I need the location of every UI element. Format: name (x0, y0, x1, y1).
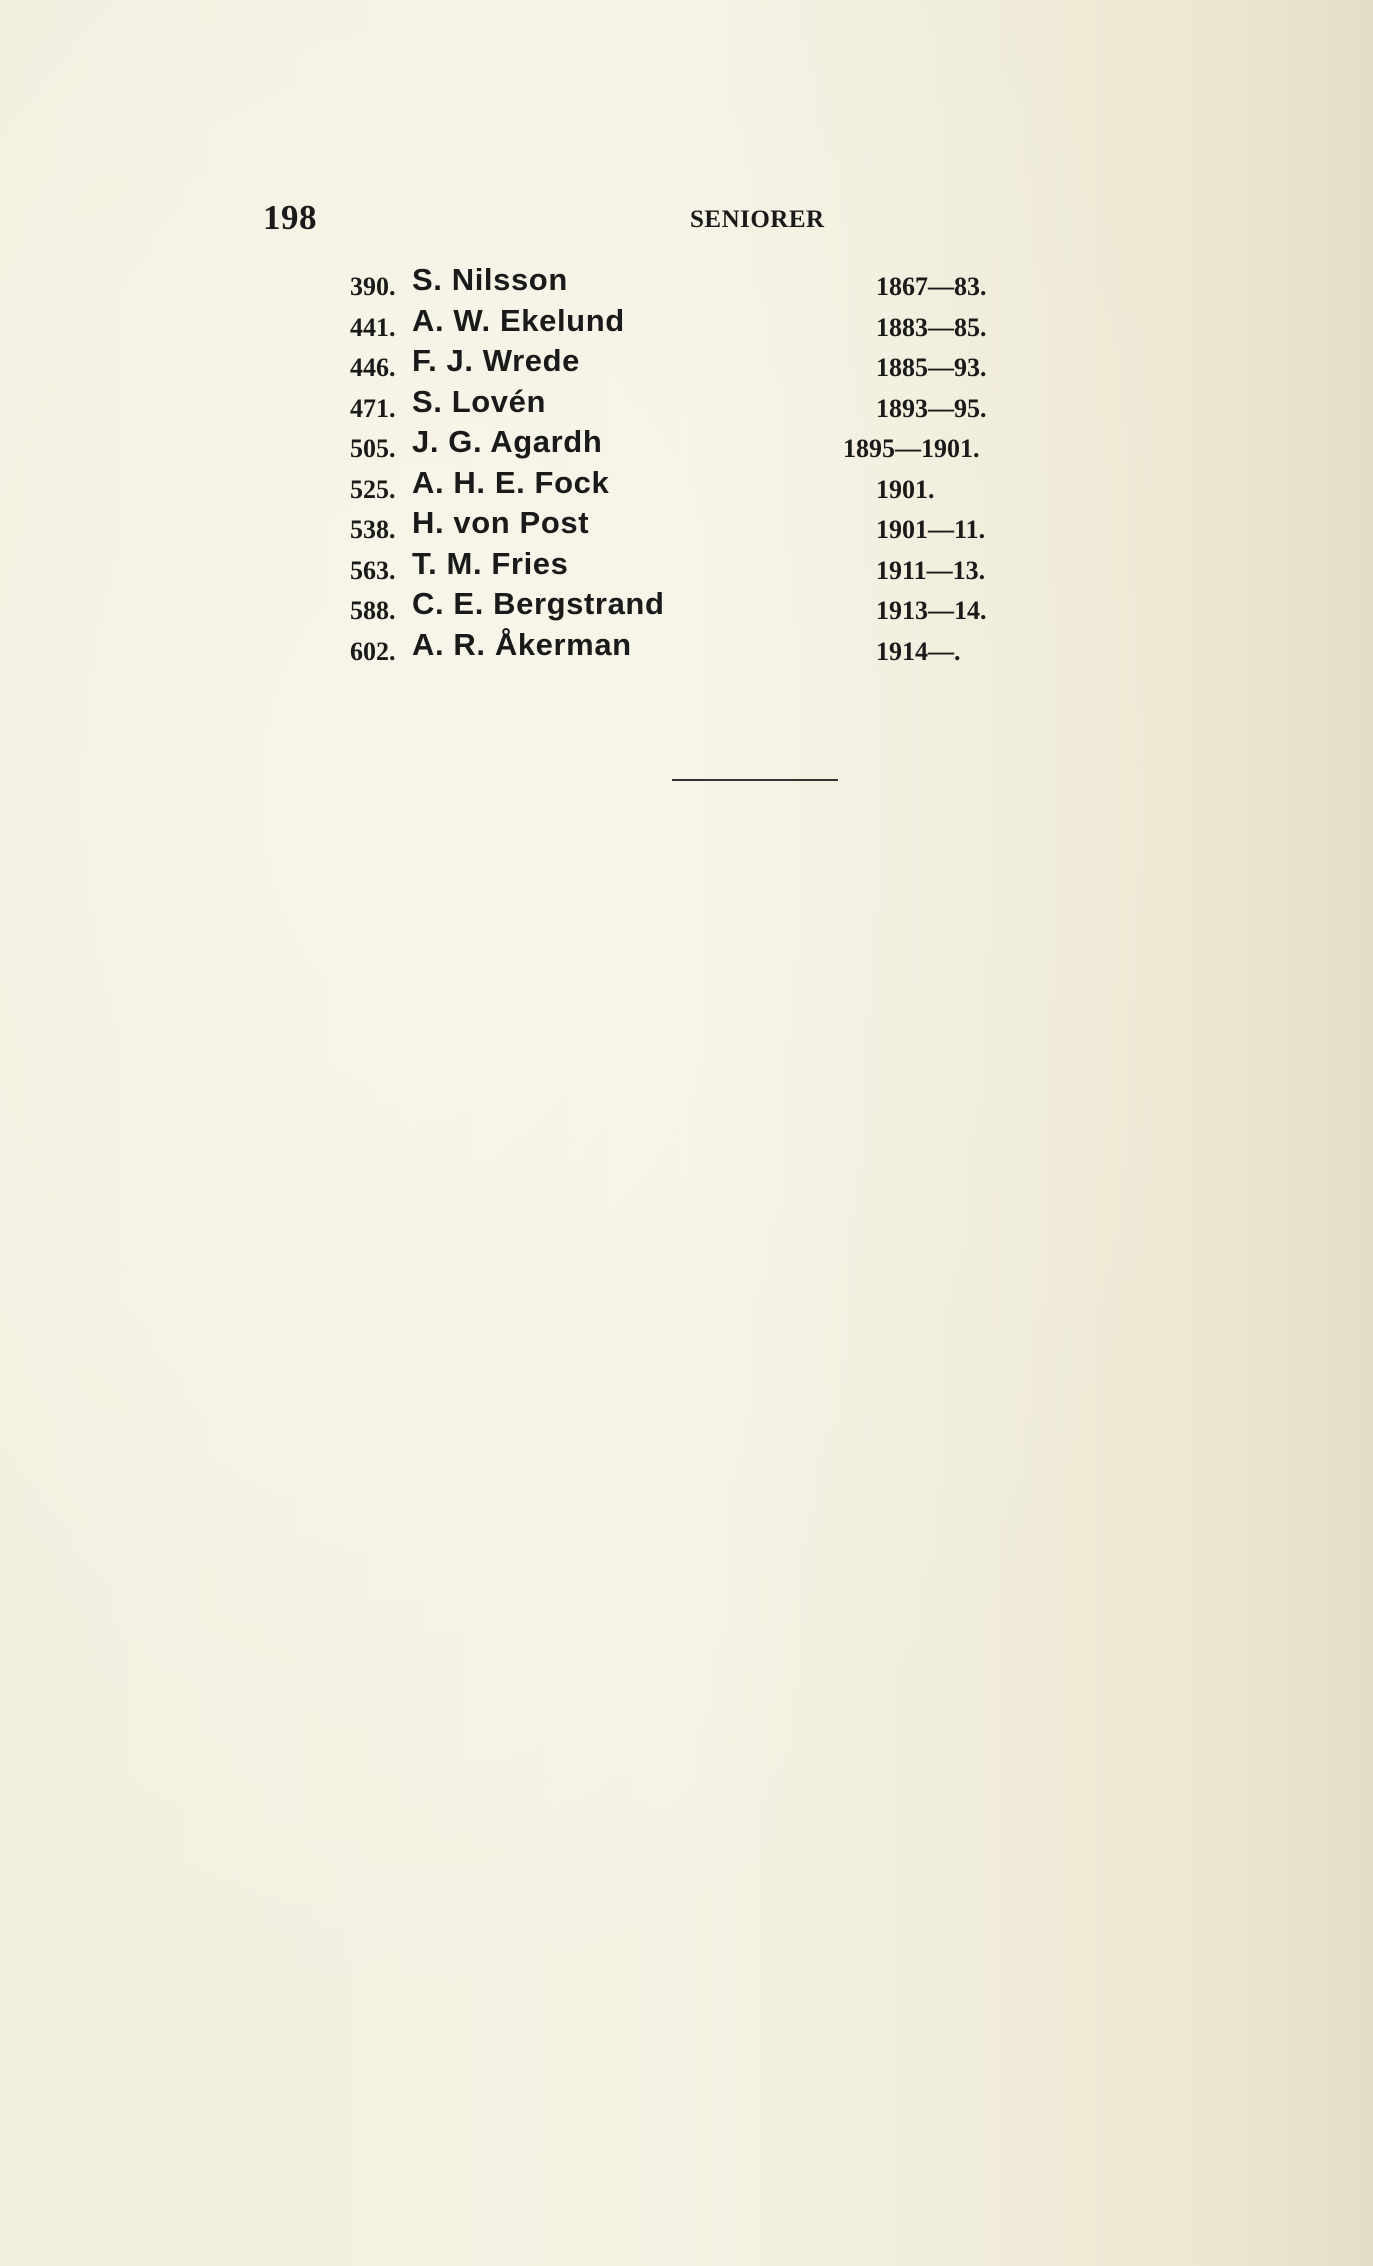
running-head: SENIORER (690, 206, 825, 233)
entry-name: A. R. Åkerman (412, 626, 632, 662)
entry-name: S. Nilsson (412, 262, 568, 297)
list-item (0, 262, 1373, 303)
entry-name: T. M. Fries (412, 545, 569, 581)
entry-number: 525. (350, 474, 396, 504)
entry-name: H. von Post (412, 505, 590, 540)
entry-number: 471. (350, 393, 396, 423)
entry-years: 1911—13. (876, 555, 986, 585)
entry-years: 1901. (876, 474, 935, 504)
section-divider (672, 779, 838, 781)
entry-number: 505. (350, 434, 396, 463)
seniors-list (0, 262, 1373, 667)
entry-years: 1901—11. (876, 515, 986, 544)
entry-name: J. G. Agardh (412, 424, 603, 459)
entry-years: 1914—. (876, 636, 961, 666)
entry-name: A. H. E. Fock (412, 464, 610, 500)
entry-number: 441. (350, 312, 396, 342)
entry-name: F. J. Wrede (412, 343, 580, 378)
entry-number: 446. (350, 353, 396, 382)
entry-number: 563. (350, 555, 396, 585)
entry-years: 1867—83. (876, 272, 987, 301)
entry-number: 602. (350, 636, 396, 666)
entry-number: 538. (350, 515, 396, 544)
list-item (0, 586, 1373, 627)
list-item (0, 303, 1373, 344)
entry-name: A. W. Ekelund (412, 302, 625, 338)
entry-years: 1913—14. (876, 596, 987, 625)
list-item (0, 424, 1373, 465)
list-item (0, 343, 1373, 384)
entry-number: 588. (350, 596, 396, 625)
list-item (0, 627, 1373, 668)
entry-years: 1885—93. (876, 353, 987, 382)
entry-years: 1893—95. (876, 393, 987, 423)
list-item (0, 384, 1373, 425)
list-item (0, 465, 1373, 506)
entry-number: 390. (350, 272, 396, 301)
list-item (0, 546, 1373, 587)
entry-name: S. Lovén (412, 383, 546, 419)
list-item (0, 505, 1373, 546)
entry-name: C. E. Bergstrand (412, 586, 665, 621)
entry-years: 1883—85. (876, 312, 987, 342)
page-number: 198 (263, 198, 317, 237)
entry-years: 1895—1901. (843, 434, 980, 463)
